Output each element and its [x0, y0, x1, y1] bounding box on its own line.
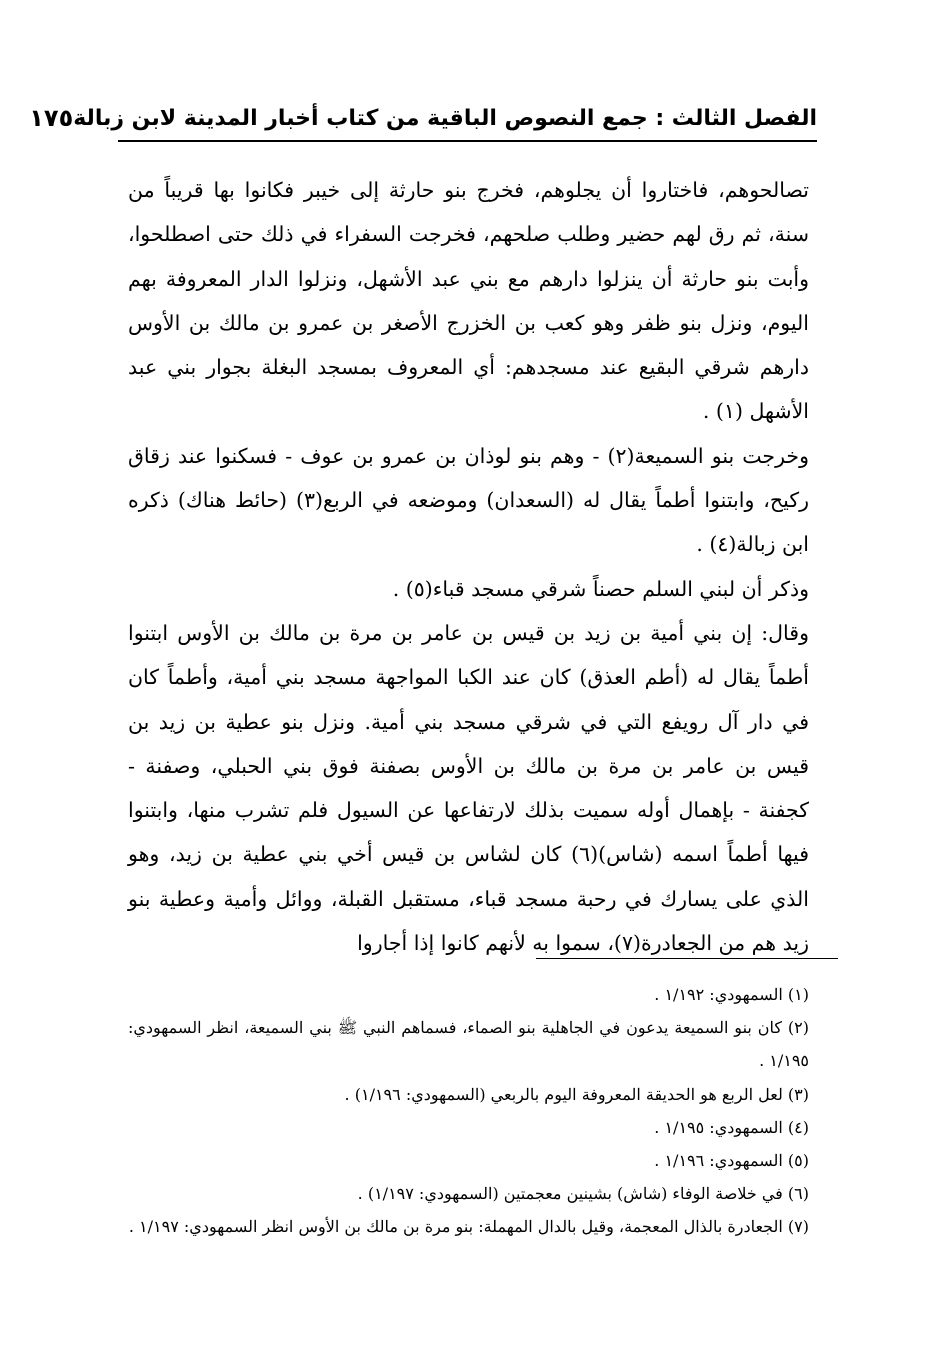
- main-text: [128, 168, 809, 965]
- footnote-separator: [536, 958, 838, 959]
- footnote: (٦) في خلاصة الوفاء (شاش) بشينين معجمتين (السمهودي: ١/١٩٧) .: [357, 1184, 809, 1204]
- footnote: (٥) السمهودي: ١/١٩٦ .: [654, 1151, 809, 1171]
- paragraph: تصالحوهم، فاختاروا أن يجلوهم، فخرج بنو حارثة إلى خيبر فكانوا بها قريباً من سنة، ثم رق لهم حضير وطلب صلحهم، فخرجت السفراء في ذلك حتى اصطلحوا، وأبت بنو حارثة أن ينزلوا دارهم مع بني عبد الأشهل، ونزلوا الدار المعروفة بهم اليوم، ونزل بنو ظفر وهو كعب بن الخزرج الأصغر بن عمرو بن مالك بن الأوس دارهم شرقي البقيع عند مسجدهم: أي المعروف بمسجد البغلة بجوار بني عبد الأشهل (١) .: [128, 178, 809, 424]
- footnotes: [128, 978, 809, 1244]
- header-rule: [118, 140, 817, 142]
- paragraph: وخرجت بنو السميعة(٢) - وهم بنو لوذان بن عمرو بن عوف - فسكنوا عند زقاق ركيح، وابتنوا أطماً يقال له (السعدان) وموضعه في الربع(٣) (حائط هناك) ذكره ابن زبالة(٤) .: [128, 443, 809, 557]
- footnote: (٣) لعل الربع هو الحديقة المعروفة اليوم بالربعي (السمهودي: ١/١٩٦) .: [344, 1084, 809, 1104]
- paragraph: وقال: إن بني أمية بن زيد بن قيس بن عامر بن مرة بن مالك بن الأوس ابتنوا أطماً يقال له (أطم العذق) كان عند الكبا المواجهة مسجد بني أمية، وأطماً كان في دار آل رويفع التي في شرقي مسجد بني أمية. ونزل بنو عطية بن زيد بن قيس بن عامر بن مرة بن مالك بن الأوس بصفنة فوق بني الحبلي، وصفنة - كجفنة - بإهمال أوله سميت بذلك لارتفاعها عن السيول فلم تشرب منها، وابتنوا فيها أطماً اسمه (شاس)(٦) كان لشاس بن قيس أخي بني عطية بن زيد، وهو الذي على يسارك في رحبة مسجد قباء، مستقبل القبلة، ووائل وأمية وعطية بنو زيد هم من الجعادرة(٧)، سموا به لأنهم كانوا إذا أجاروا: [128, 620, 809, 956]
- footnote: (٤) السمهودي: ١/١٩٥ .: [654, 1117, 809, 1137]
- footnote: (٧) الجعادرة بالذال المعجمة، وقيل بالدال المهملة: بنو مرة بن مالك بن الأوس انظر السمهودي: ١/١٩٧ .: [128, 1217, 809, 1237]
- running-header: [29, 98, 817, 138]
- chapter-title: الفصل الثالث : جمع النصوص الباقية من كتاب أخبار المدينة لابن زبالة: [73, 105, 817, 131]
- footnote: (١) السمهودي: ١/١٩٢ .: [654, 985, 809, 1004]
- footnote: (٢) كان بنو السميعة يدعون في الجاهلية بنو الصماء، فسماهم النبي ﷺ بني السميعة، انظر السمهودي: ١/١٩٥ .: [128, 1018, 809, 1071]
- page-number: ١٧٥: [29, 104, 74, 132]
- paragraph: وذكر أن لبني السلم حصناً شرقي مسجد قباء(٥) .: [392, 576, 809, 601]
